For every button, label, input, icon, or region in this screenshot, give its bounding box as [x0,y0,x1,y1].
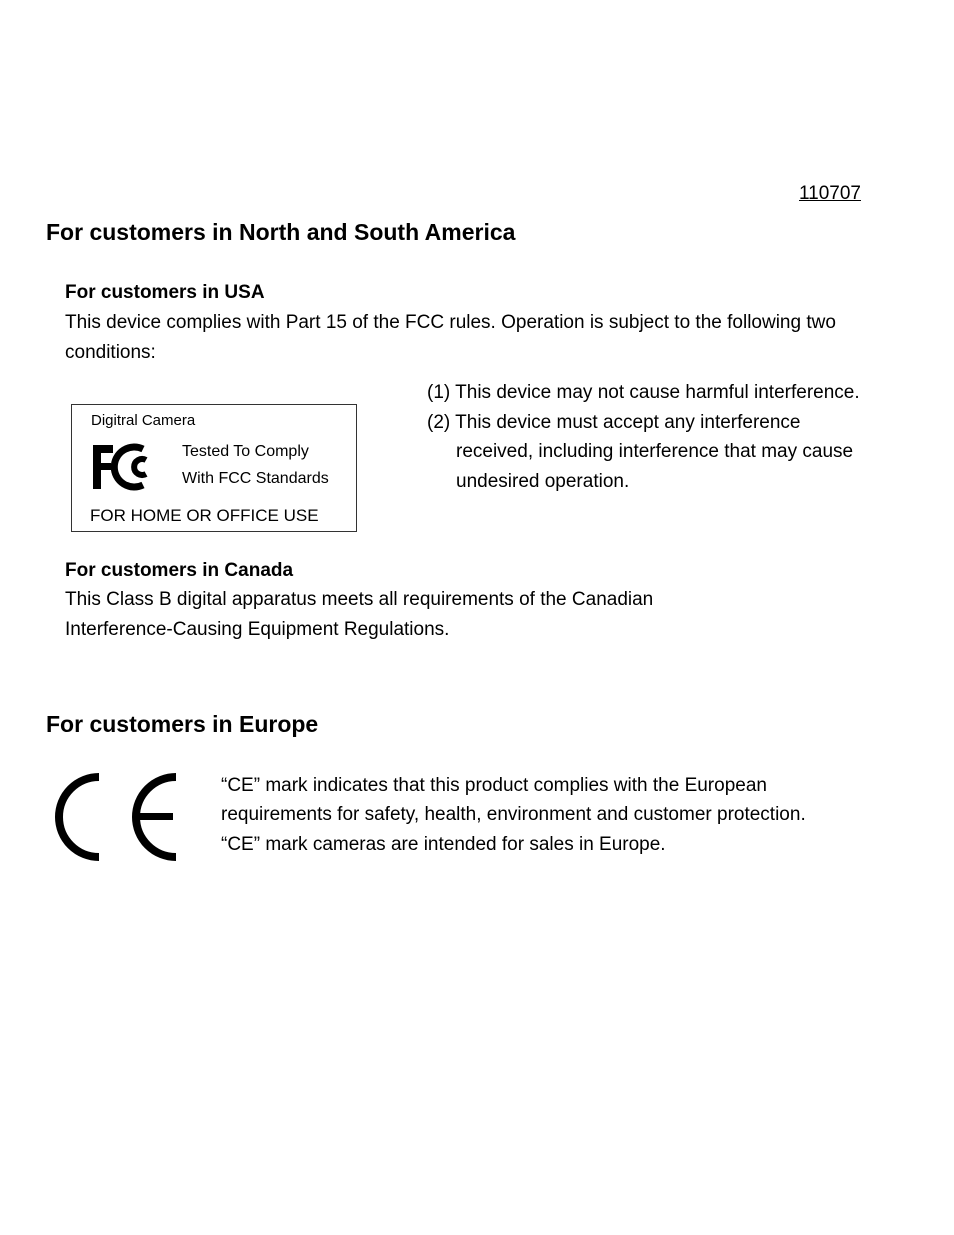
fcc-footer: FOR HOME OR OFFICE USE [90,506,319,525]
europe-text-line-1: “CE” mark indicates that this product complies with the European [221,775,767,796]
fcc-logo-icon [91,443,161,491]
fcc-line-1: Tested To Comply [182,443,309,460]
condition-2-cont-1: received, including interference that may cause [456,441,854,462]
condition-2-cont-2: undesired operation. [456,471,630,492]
document-code: 110707 [799,183,861,204]
ce-mark-icon [50,770,185,865]
europe-heading: For customers in Europe [46,711,319,737]
europe-text-line-2: requirements for safety, health, environment and customer protection. [221,804,806,825]
condition-2: (2) This device must accept any interference [427,412,801,433]
europe-text-line-3: “CE” mark cameras are intended for sales in Europe. [221,834,666,855]
canada-text-line-1: This Class B digital apparatus meets all requirements of the Canadian [65,589,654,610]
canada-heading: For customers in Canada [65,560,294,581]
usa-heading: For customers in USA [65,282,265,303]
fcc-line-2: With FCC Standards [182,470,329,487]
condition-1: (1) This device may not cause harmful interference. [427,382,860,403]
usa-text-line-2: conditions: [65,342,156,363]
usa-text-line-1: This device complies with Part 15 of the FCC rules. Operation is subject to the following two [65,312,836,333]
fcc-label [71,404,357,532]
americas-heading: For customers in North and South America [46,219,516,245]
canada-text-line-2: Interference-Causing Equipment Regulations. [65,619,450,640]
fcc-product: Digitral Camera [91,412,196,429]
